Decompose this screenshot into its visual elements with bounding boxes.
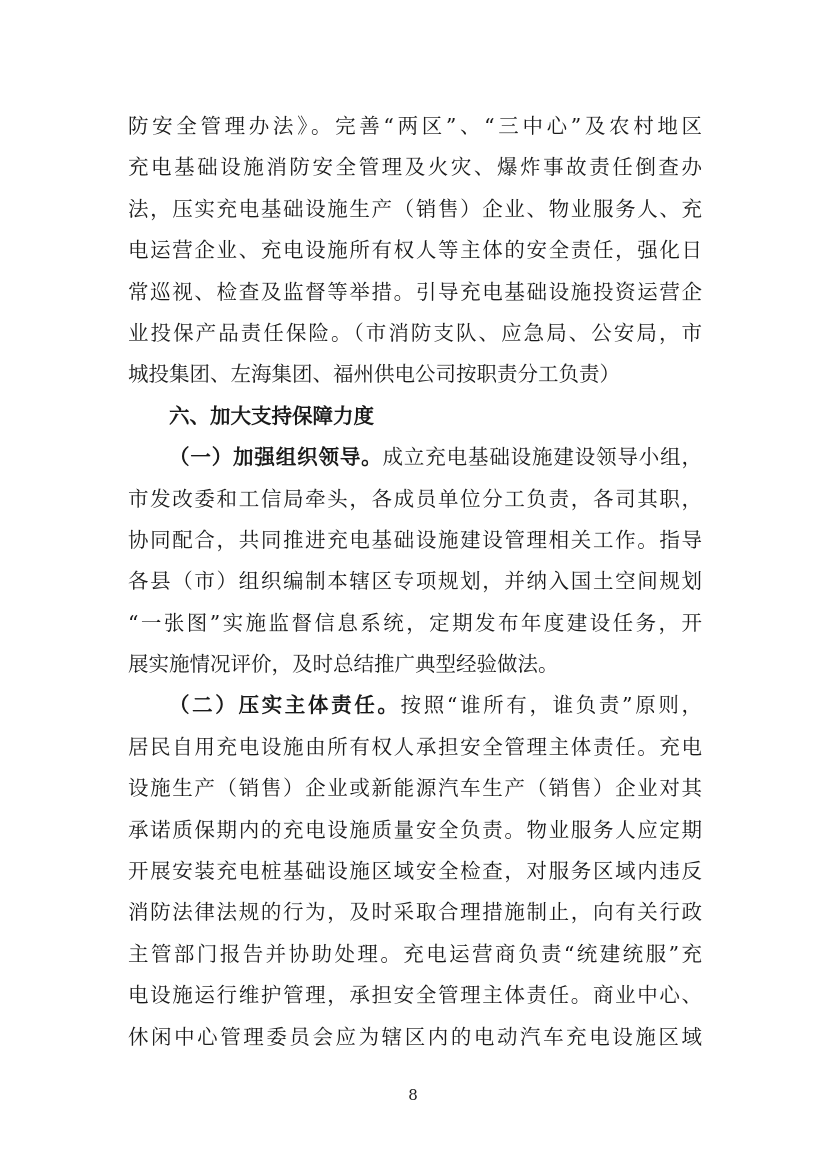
text-line: 充电基础设施消防安全管理及火灾、爆炸事故责任倒查办 [128,155,702,180]
text-line: 开展安装充电桩基础设施区域安全检查，对服务区域内违反 [128,859,702,884]
section-heading: 六、加大支持保障力度 [169,403,374,428]
paragraph-fire-safety [128,108,702,392]
page-number: 8 [408,1086,418,1104]
text-line: 居民自用充电设施由所有权人承担安全管理主体责任。充电 [128,734,702,759]
text-line: “一张图”实施监督信息系统，定期发布年度建设任务，开 [128,610,702,635]
text-line: 法，压实充电基础设施生产（销售）企业、物业服务人、充 [128,196,702,221]
text-line: 展实施情况评价，及时总结推广典型经验做法。 [128,652,559,677]
text-line: 市发改委和工信局牵头，各成员单位分工负责，各司其职， [128,486,702,511]
text-line: 电运营企业、充电设施所有权人等主体的安全责任，强化日 [128,238,702,263]
text-line: 协同配合，共同推进充电基础设施建设管理相关工作。指导 [128,527,702,552]
text-line: 城投集团、左海集团、福州供电公司按职责分工负责） [128,362,620,387]
text-line: 各县（市）组织编制本辖区专项规划，并纳入国土空间规划 [128,569,702,594]
text-line: 主管部门报告并协助处理。充电运营商负责“统建统服”充 [128,941,702,966]
paragraph-main-responsibility [128,687,702,1054]
text-line: 防安全管理办法》。完善“两区”、“三中心”及农村地区 [128,114,702,138]
text-line: 业投保产品责任保险。（市消防支队、应急局、公安局，市 [128,320,702,345]
text-line: 休闲中心管理委员会应为辖区内的电动汽车充电设施区域 [128,1024,702,1049]
text-line: 设施生产（销售）企业或新能源汽车生产（销售）企业对其 [128,776,702,801]
paragraph-lead: （二）压实主体责任。 [169,693,401,718]
document-body [128,108,702,1060]
text-run: 成立充电基础设施建设领导小组， [382,445,703,470]
paragraph-organization-leadership [128,439,702,682]
text-run: 按照“谁所有，谁负责”原则， [400,693,703,718]
text-line: 消防法律法规的行为，及时采取合理措施制止，向有关行政 [128,900,702,925]
text-line: 常巡视、检查及监督等举措。引导充电基础设施投资运营企 [128,279,702,304]
text-line: 承诺质保期内的充电设施质量安全负责。物业服务人应定期 [128,817,702,842]
paragraph-lead: （一）加强组织领导。 [169,445,383,470]
text-line [128,687,702,723]
text-line: 电设施运行维护管理，承担安全管理主体责任。商业中心、 [128,983,702,1008]
text-line [128,439,702,475]
